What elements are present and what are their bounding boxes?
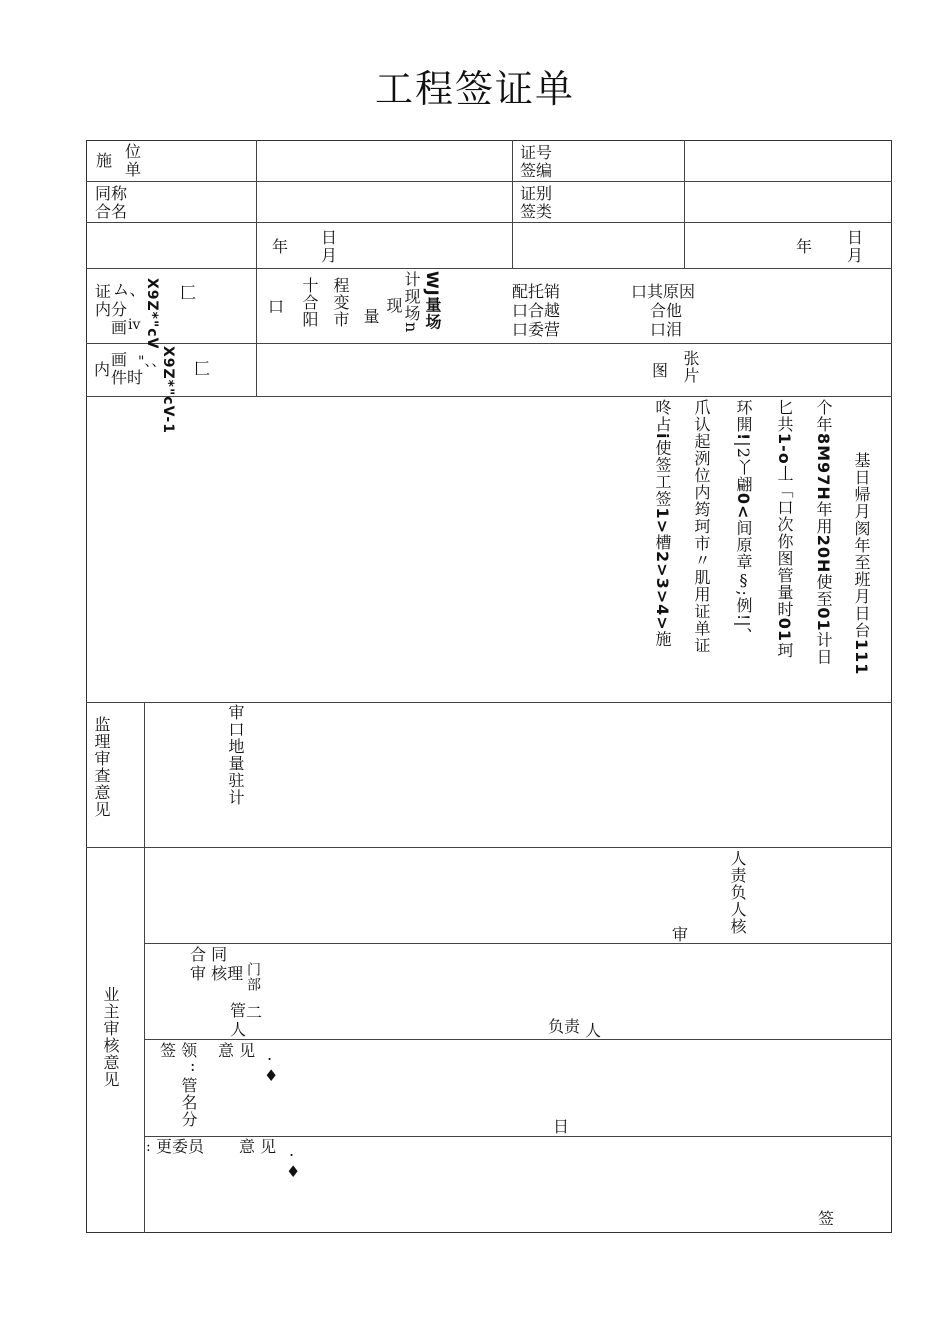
note-text: 使签工签	[653, 439, 672, 508]
owner-responsible-reviewer: 人责负人核	[728, 850, 747, 935]
note-text: 0<	[734, 492, 753, 520]
row-divider	[86, 181, 892, 182]
owner-date-day: 日	[553, 1117, 570, 1136]
date-month: 月	[321, 246, 338, 265]
note-text: 2>3>4>	[653, 551, 672, 631]
note-text: 环開	[734, 399, 753, 433]
option-label: 配托销	[512, 282, 561, 301]
col-divider	[512, 140, 513, 268]
owner-contract-review: 合 同	[190, 945, 228, 964]
option-label: 计现场n	[402, 271, 421, 334]
date-day: 日	[321, 228, 338, 247]
note-text: 1-o	[775, 433, 794, 465]
col-divider	[256, 140, 257, 396]
note-text: 年用	[814, 500, 833, 535]
owner-signature-label: 签	[818, 1209, 835, 1228]
owner-responsible-person: 人	[585, 1021, 602, 1040]
note-text: 施	[653, 630, 672, 648]
label-attachment: 件时	[111, 368, 144, 387]
owner-committee-opinion: .	[289, 1141, 295, 1160]
label-attachment: 内	[94, 360, 111, 379]
label-sign-content: 匚	[180, 283, 197, 302]
option-label: 口合越	[512, 301, 561, 320]
owner-leader-opinion: :	[190, 1056, 196, 1075]
note-column	[775, 399, 794, 659]
diamond-icon: ♦	[286, 1162, 301, 1181]
label-sign-content: iv	[128, 317, 141, 333]
owner-committee-opinion: :	[146, 1139, 151, 1155]
label-owner-opinion: 业主审核意见	[101, 986, 120, 1088]
row-divider	[86, 222, 892, 223]
col-divider	[144, 702, 145, 1233]
note-text: 1>	[653, 507, 672, 535]
label-sign-type: 签类	[520, 202, 553, 221]
row-divider	[86, 702, 892, 703]
label-sign-content: 内分	[95, 300, 128, 319]
owner-contract-review: 二	[246, 1003, 263, 1022]
owner-committee-opinion: 意 见	[239, 1137, 277, 1156]
date-month: 月	[847, 246, 864, 265]
note-column	[653, 399, 672, 648]
note-text: !	[734, 433, 753, 442]
note-text: 匕共	[775, 399, 794, 433]
row-divider	[86, 847, 892, 848]
option-label: 现	[384, 297, 403, 314]
label-sign-type: 证别	[520, 184, 553, 203]
label-attachment: 匚	[194, 359, 211, 378]
note-text: 01	[775, 617, 794, 643]
note-text: 槽	[653, 534, 672, 552]
row-divider	[86, 268, 892, 269]
owner-contract-review: 管	[230, 1001, 247, 1020]
label-attachment: "、、	[138, 354, 166, 370]
attachment-photos: 张片	[681, 350, 700, 384]
date-day: 日	[847, 228, 864, 247]
owner-contract-review: 人	[230, 1020, 247, 1039]
label-sign-content: 证	[95, 282, 112, 301]
option-label: 量	[361, 308, 380, 325]
note-text: 8M97H	[814, 433, 833, 501]
owner-committee-opinion: 更委员	[156, 1137, 205, 1156]
label-unit: 单	[125, 160, 142, 179]
owner-review-label: 审	[672, 925, 689, 944]
note-text: 咚占	[653, 399, 672, 433]
note-text: |2丫	[734, 441, 753, 476]
row-divider	[144, 943, 892, 944]
option-label: 口委营	[512, 320, 561, 339]
owner-contract-review: 门部	[245, 962, 261, 992]
row-divider	[144, 1039, 892, 1040]
option-checkbox: 口	[268, 297, 285, 316]
option-label: WJ量场	[423, 271, 442, 331]
option-label: 十合阳	[300, 277, 319, 328]
note-text: 111	[852, 639, 871, 676]
label-sign-number: 签编	[520, 161, 553, 180]
note-text: 间原章§;例!|、	[734, 519, 753, 645]
option-label: 合他	[650, 301, 683, 320]
note-text: 计日	[814, 631, 833, 666]
owner-leader-opinion: 管名分	[179, 1077, 198, 1128]
note-text: 01	[814, 607, 833, 632]
form-table	[86, 140, 892, 1233]
label-attachment-vert: X9Z*"cV-1	[160, 346, 176, 434]
date-year: 年	[272, 237, 289, 256]
label-contract-name: 同称	[95, 184, 128, 203]
label-sign-content: ム、	[113, 280, 146, 299]
row-divider	[86, 396, 892, 397]
note-text: 珂	[775, 642, 794, 660]
label-attachment: 画	[111, 350, 128, 369]
note-column	[814, 399, 833, 666]
row-divider	[86, 343, 892, 344]
note-column	[852, 452, 871, 675]
note-text: 20H	[814, 534, 833, 574]
label-supervisor-opinion: 监理审查意见	[92, 716, 111, 818]
owner-leader-opinion: .	[267, 1045, 273, 1064]
note-text: 翩	[734, 475, 753, 493]
diamond-icon: ♦	[264, 1066, 279, 1085]
attachment-drawing: 图	[652, 361, 669, 380]
note-text: 使至	[814, 573, 833, 608]
owner-contract-review: 审 核理	[190, 964, 244, 983]
col-divider	[684, 140, 685, 268]
label-contract-name: 合名	[95, 202, 128, 221]
note-text: 丄「口次你图管量时	[775, 464, 794, 618]
owner-responsible-person: 负责	[548, 1017, 581, 1036]
label-unit: 施	[96, 151, 113, 170]
note-text: i	[653, 433, 672, 440]
owner-leader-opinion: 意 见	[218, 1041, 256, 1060]
note-column: 爪认起洌位内筠珂市〃肌用证单证	[692, 399, 711, 654]
note-column	[734, 399, 753, 645]
supervisor-text: 审口地量驻计	[226, 704, 245, 806]
label-unit: 位	[125, 142, 142, 161]
page-title: 工程签证单	[374, 67, 575, 111]
label-sign-content-vert: X9Z*"cV	[144, 278, 160, 350]
date-year: 年	[796, 237, 813, 256]
note-text: 个年	[814, 399, 833, 433]
label-sign-number: 证号	[520, 143, 553, 162]
note-text: 基日帰月阂年至班月日台	[852, 452, 871, 639]
owner-leader-opinion: 签 领	[160, 1041, 198, 1060]
option-label: 口其原因	[631, 282, 696, 301]
label-sign-content: 画	[111, 318, 128, 337]
option-label: 口泪	[650, 320, 683, 339]
option-label: 程变市	[331, 277, 350, 328]
